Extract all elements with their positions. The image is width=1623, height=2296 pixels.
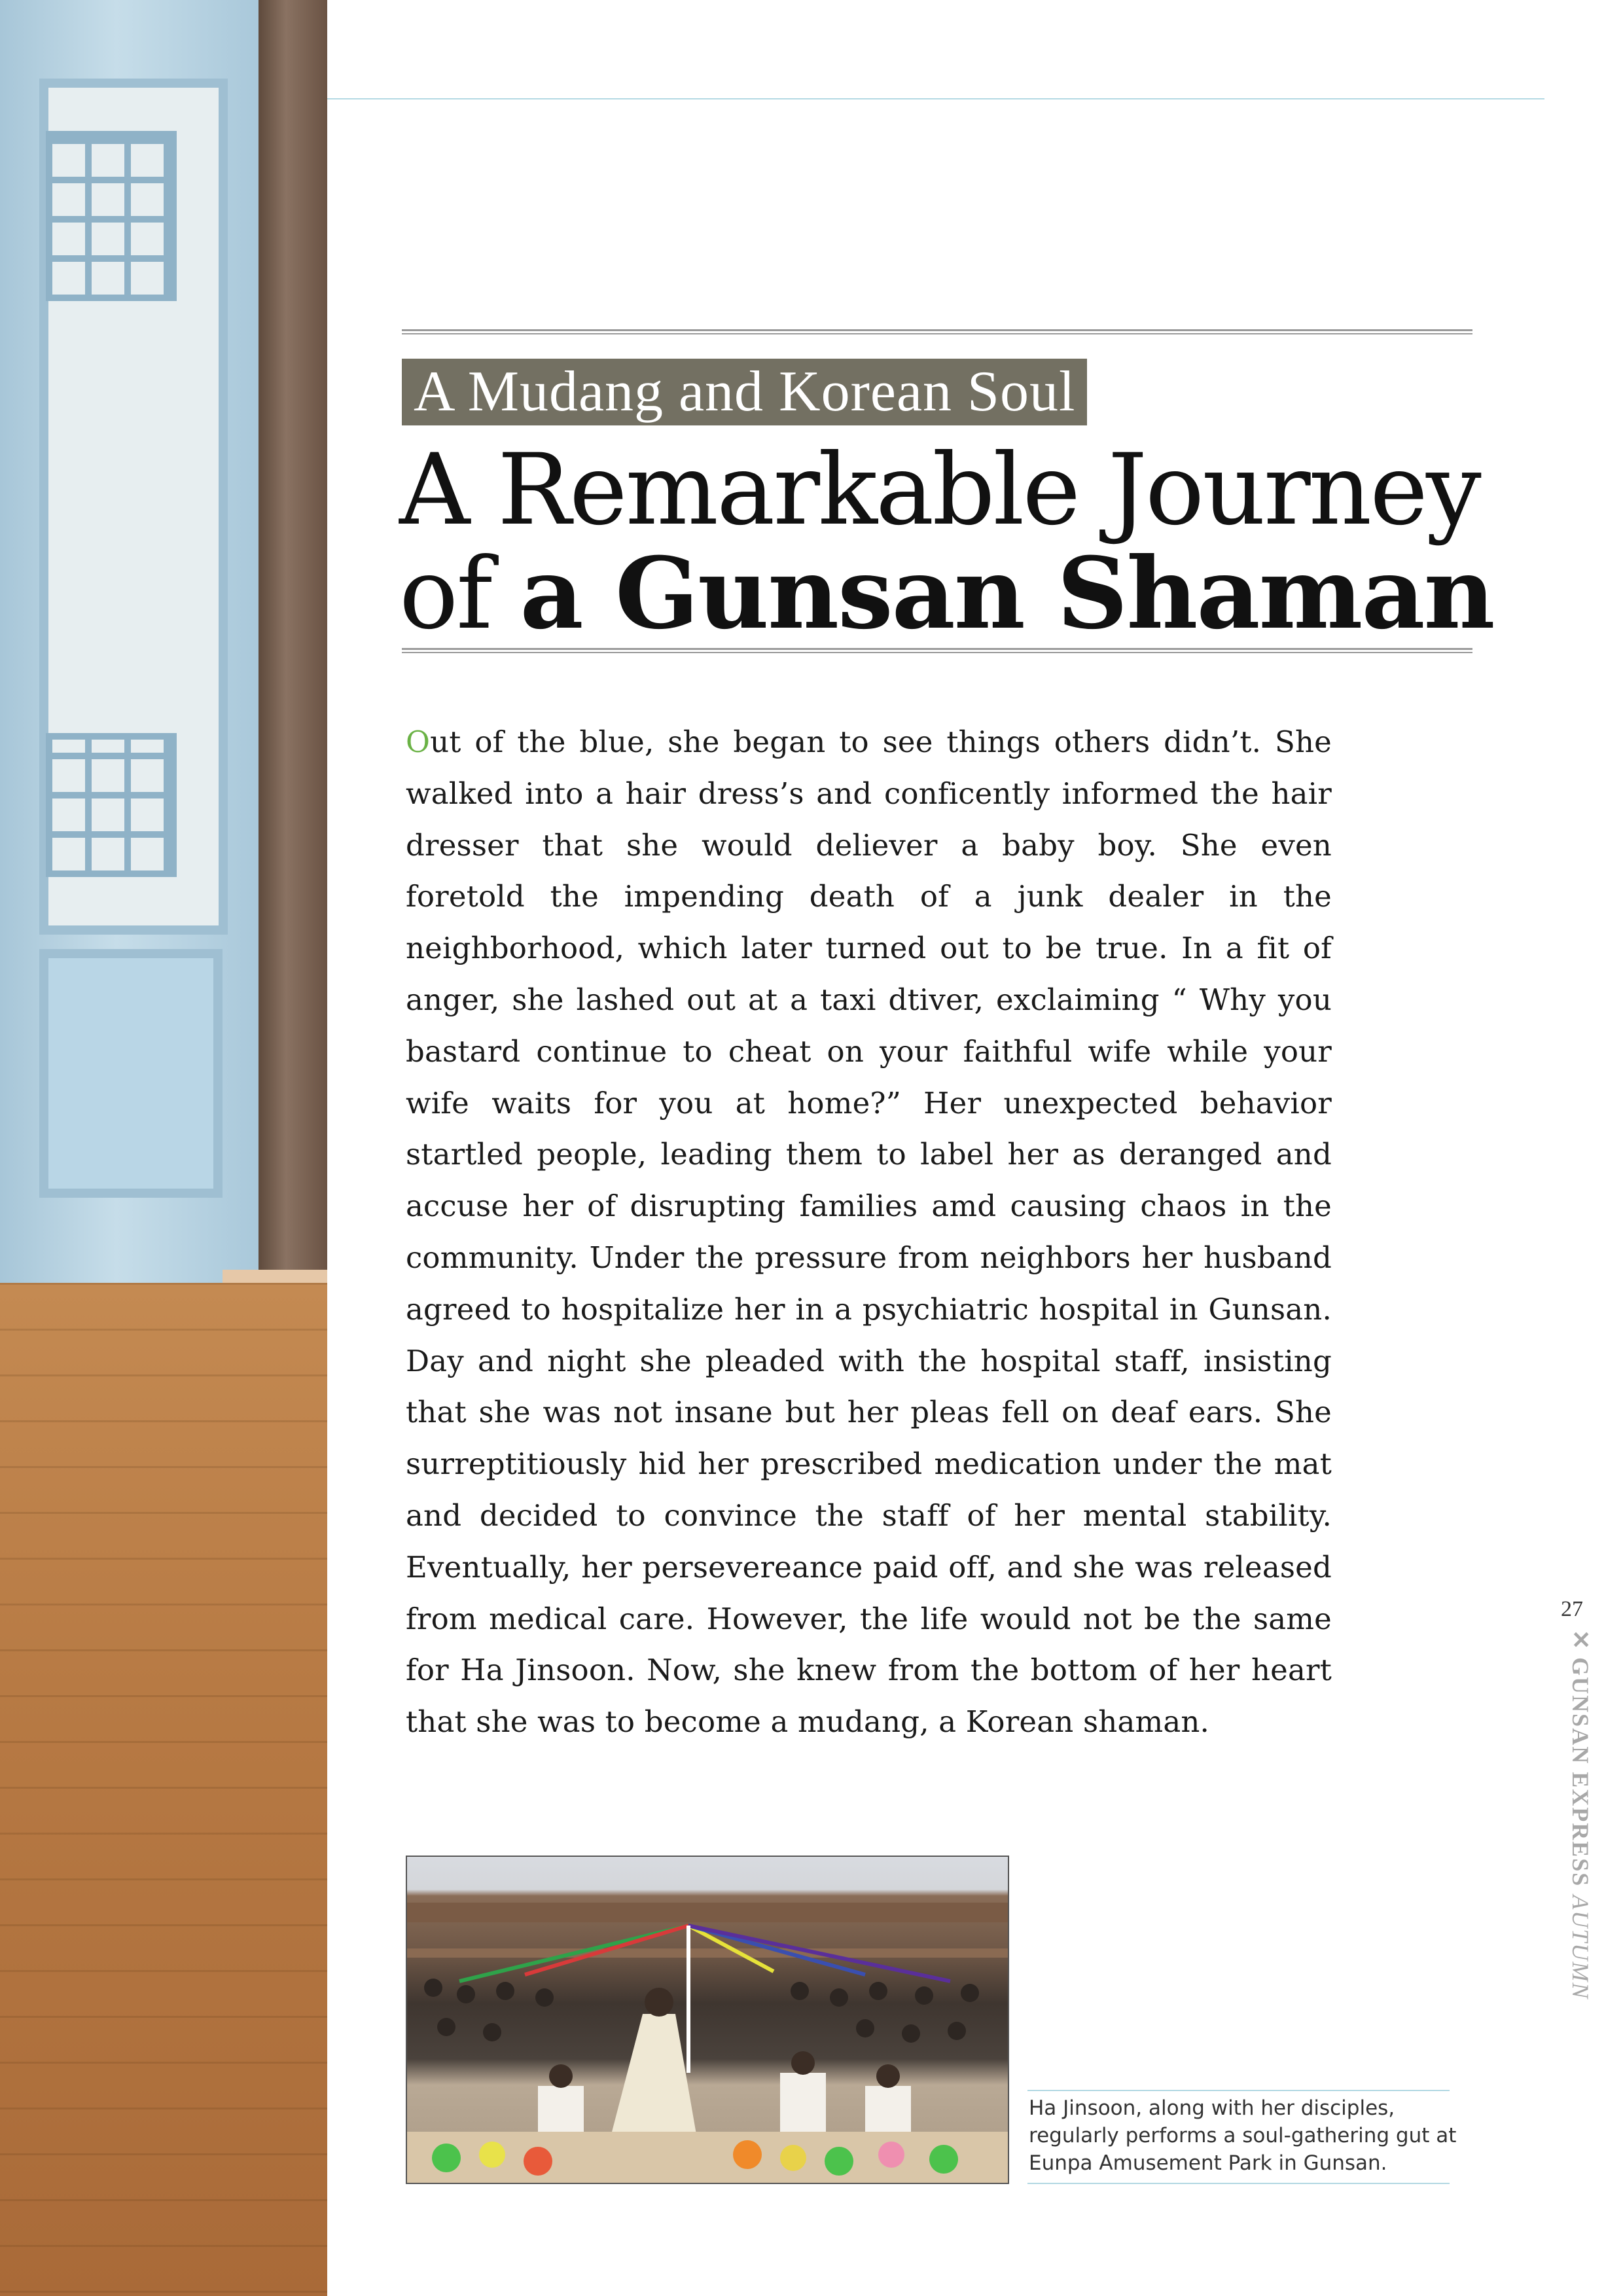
door-bottom-panel <box>39 949 223 1198</box>
magazine-label <box>1561 1630 1600 2000</box>
headline-line-1: A Remarkable Journey <box>399 433 1480 547</box>
title-rule-top <box>402 329 1472 334</box>
title-rule-bottom <box>402 648 1472 653</box>
magazine-logo-icon: ✕ <box>1567 1630 1594 1651</box>
ceremony-illustration <box>407 1857 1008 2183</box>
ceremony-photo <box>406 1856 1009 2184</box>
wood-post <box>259 0 327 1283</box>
page-number: 27 <box>1561 1597 1583 1621</box>
door-lattice-upper <box>46 131 177 301</box>
headline-line-2 <box>399 536 1512 651</box>
article-body-text: ut of the blue, she began to see things others didn’t. She walked into a hair dress’s and conficently informed the hair dresser that she would deliever a baby boy. She even foretold the impending death of a junk dealer in the neighborhood, which later turned out to be true. In a fit of anger, she lashed out at a taxi dtiver, exclaiming “ Why you bastard continue to cheat on your faithful wife while your wife waits for you at home?” Her unexpected behavior startled people, leading them to label her as deranged and accuse her of disrupting families amd causing chaos in the community. Under the pressure from neighbors her husband agreed to hospitalize her in a psychiatric hospital in Gunsan. Day and night she pleaded with the hospital staff, insisting that she was not insane but her pleas fell on deaf ears. She surreptitiously hid her prescribed medication under the mat and decided to convince the staff of her mental stability. Eventually, her persevereance paid off, and she was released from medical care. However, the life would not be the same for Ha Jinsoon. Now, she knew from the bottom of her heart that she was to become a mudang, a Korean shaman. <box>406 725 1332 1740</box>
kicker-box <box>402 359 1087 425</box>
headline-line-2-bold: a Gunsan Shaman <box>520 536 1494 651</box>
article-body <box>406 717 1332 1748</box>
top-rule <box>327 98 1544 99</box>
headline-line-2-plain: of <box>399 537 520 651</box>
left-door-photo <box>0 0 327 2296</box>
photo-caption: Ha Jinsoon, along with her disciples, regularly performs a soul-gathering gut at Eunpa Amusement Park in Gunsan. <box>1029 2096 1457 2175</box>
door-lattice-lower <box>46 733 177 877</box>
magazine-season: AUTUMN <box>1567 1895 1594 2000</box>
caption-rule-top <box>1027 2090 1450 2091</box>
caption-rule-bottom <box>1027 2183 1450 2184</box>
kicker-text: A Mudang and Korean Soul <box>414 360 1076 423</box>
wooden-floor <box>0 1283 327 2296</box>
dropcap: O <box>406 725 431 759</box>
headline <box>399 433 1512 651</box>
magazine-name: GUNSAN EXPRESS <box>1567 1657 1594 1888</box>
